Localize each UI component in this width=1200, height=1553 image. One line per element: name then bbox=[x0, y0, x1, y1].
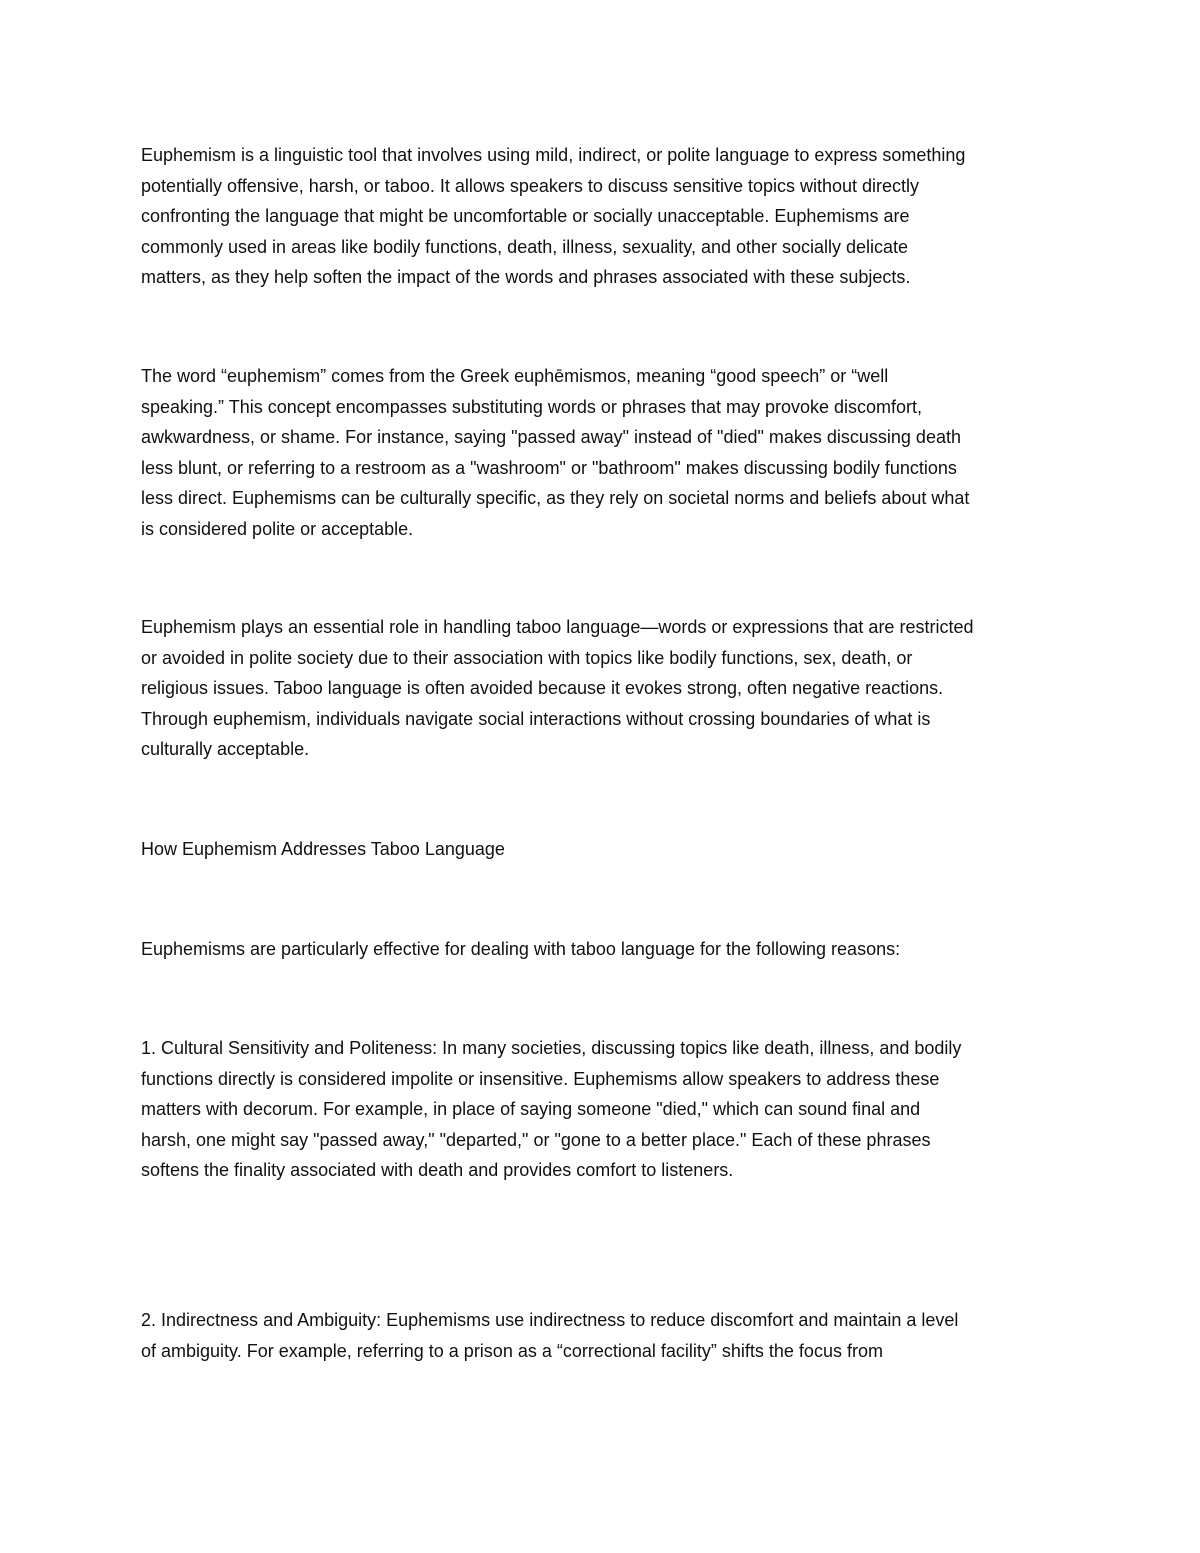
list-item-point-1 bbox=[141, 1033, 1061, 1186]
text-line: Euphemism plays an essential role in handling taboo language—words or expressions that are restricted bbox=[141, 617, 974, 637]
section-heading bbox=[141, 834, 1061, 865]
text-line: speaking.” This concept encompasses substituting words or phrases that may provoke discomfort, bbox=[141, 396, 923, 417]
text-line: less direct. Euphemisms can be culturally specific, as they rely on societal norms and beliefs about what bbox=[141, 488, 970, 508]
text-line: potentially offensive, harsh, or taboo. It allows speakers to discuss sensitive topics without directly bbox=[141, 175, 920, 196]
text-line: matters, as they help soften the impact of the words and phrases associated with these subjects. bbox=[141, 267, 911, 287]
paragraph-intro bbox=[141, 140, 1061, 293]
text-line: functions directly is considered impolite or insensitive. Euphemisms allow speakers to address these bbox=[141, 1068, 940, 1089]
text-line: The word “euphemism” comes from the Greek euphēmismos, meaning “good speech” or “well bbox=[141, 366, 889, 386]
heading-text: How Euphemism Addresses Taboo Language bbox=[141, 839, 505, 859]
text-line: Through euphemism, individuals navigate social interactions without crossing boundaries of what is bbox=[141, 708, 931, 729]
text-line: commonly used in areas like bodily functions, death, illness, sexuality, and other socially delicate bbox=[141, 236, 909, 257]
text-line: matters with decorum. For example, in place of saying someone "died," which can sound final and bbox=[141, 1099, 921, 1119]
text-line: confronting the language that might be uncomfortable or socially unacceptable. Euphemisms are bbox=[141, 206, 910, 226]
list-item-point-2 bbox=[141, 1305, 1061, 1366]
paragraph-etymology bbox=[141, 361, 1061, 544]
text-line: culturally acceptable. bbox=[141, 739, 310, 759]
text-line: 2. Indirectness and Ambiguity: Euphemisms use indirectness to reduce discomfort and maintain a level bbox=[141, 1310, 959, 1330]
text-line: Euphemisms are particularly effective for dealing with taboo language for the following reasons: bbox=[141, 939, 901, 959]
text-line: religious issues. Taboo language is often avoided because it evokes strong, often negative reactions. bbox=[141, 678, 944, 698]
paragraph-reasons-intro bbox=[141, 934, 1061, 965]
text-line: is considered polite or acceptable. bbox=[141, 518, 414, 539]
text-line: or avoided in polite society due to their association with topics like bodily functions, sex, death, or bbox=[141, 647, 913, 668]
text-line: softens the finality associated with death and provides comfort to listeners. bbox=[141, 1160, 734, 1180]
text-line: Euphemism is a linguistic tool that involves using mild, indirect, or polite language to express something bbox=[141, 145, 966, 165]
text-line: harsh, one might say "passed away," "departed," or "gone to a better place." Each of these phrases bbox=[141, 1129, 931, 1150]
text-line: of ambiguity. For example, referring to a prison as a “correctional facility” shifts the focus from bbox=[141, 1340, 883, 1361]
paragraph-taboo-role bbox=[141, 612, 1061, 765]
text-line: awkwardness, or shame. For instance, saying "passed away" instead of "died" makes discussing death bbox=[141, 427, 961, 447]
text-line: 1. Cultural Sensitivity and Politeness: In many societies, discussing topics like death, illness, and bodily bbox=[141, 1038, 962, 1058]
text-line: less blunt, or referring to a restroom as a "washroom" or "bathroom" makes discussing bodily functions bbox=[141, 457, 957, 478]
